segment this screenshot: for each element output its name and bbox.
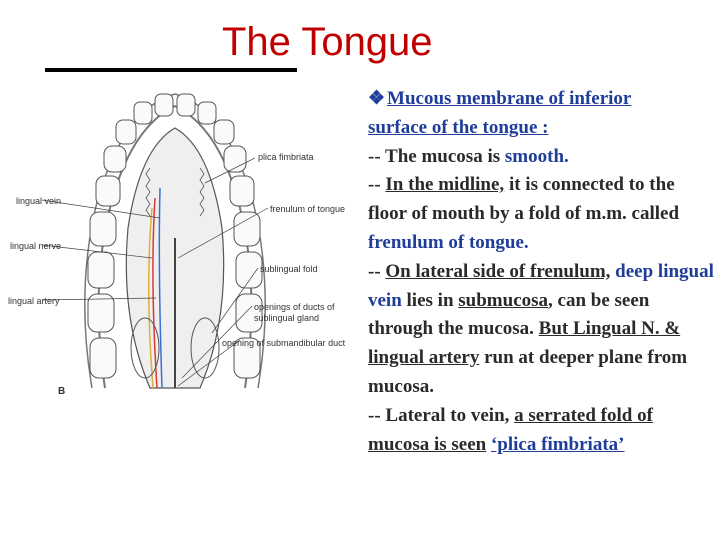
p4-mucosa: mucosa is seen [368, 433, 487, 455]
label-lingual-vein: lingual vein [16, 196, 62, 206]
p2-underlined: In the midline, [385, 174, 505, 196]
point-plica [368, 402, 716, 460]
p3-underlined2: But Lingual N. & lingual artery [368, 318, 681, 369]
p3-rest: , can be seen through the mucosa. [368, 289, 650, 340]
p1-prefix: -- The mucosa is [368, 145, 505, 167]
label-submandibular-duct: opening of submandibular duct [222, 338, 346, 348]
label-openings-line1: openings of ducts of [254, 302, 335, 312]
p3-end: run at deeper plane from mucosa. [368, 347, 688, 397]
label-plica-fimbriata: plica fimbriata [258, 152, 314, 162]
slide-title: The Tongue [222, 20, 433, 64]
bullet-text-block [368, 85, 716, 459]
heading-line2: surface of the tongue : [368, 116, 549, 138]
diamond-bullet-icon: ❖ [368, 88, 386, 109]
point-midline [368, 171, 716, 257]
tongue-illustration [0, 88, 365, 408]
point-lateral-frenulum [368, 258, 716, 402]
p3-submucosa: submucosa [458, 289, 549, 311]
p1-highlight: smooth. [504, 145, 569, 167]
p3-underlined: On lateral side of frenulum, [385, 260, 611, 282]
label-lingual-artery: lingual artery [8, 296, 60, 306]
p2-dash: -- [368, 174, 386, 196]
heading-line1: Mucous membrane of inferior [387, 88, 632, 109]
p4-underlined: a serrated fold of [514, 404, 653, 426]
p4-dash: -- Lateral to vein, [368, 404, 515, 426]
label-frenulum: frenulum of tongue [270, 204, 346, 214]
p4-quote: ‘plica fimbriata’ [490, 433, 625, 455]
title-underline [45, 68, 297, 72]
p3-dash: -- [368, 260, 386, 282]
p2-rest: it is connected to the floor of mouth by a fold of m.m. called [368, 174, 680, 225]
p3-mid: lies in [401, 289, 459, 311]
point-smooth [368, 143, 716, 172]
p3-highlight: deep lingual vein [368, 260, 714, 311]
p2-highlight: frenulum of tongue. [368, 231, 529, 253]
label-openings-line2: sublingual gland [254, 313, 320, 323]
label-sublingual-fold: sublingual fold [260, 264, 318, 274]
figure-letter: B [58, 386, 66, 397]
label-lingual-nerve: lingual nerve [10, 241, 62, 251]
bullet-heading [368, 85, 716, 143]
